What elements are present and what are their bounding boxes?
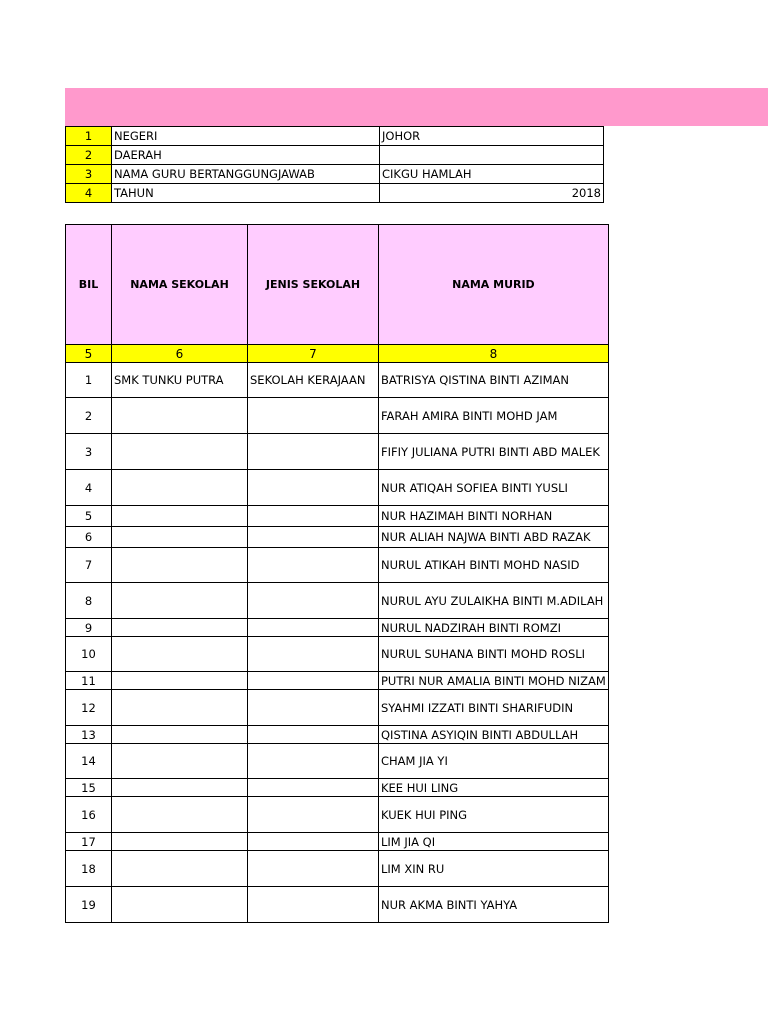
row-nama-murid: FARAH AMIRA BINTI MOHD JAM bbox=[379, 398, 609, 434]
row-bil: 3 bbox=[66, 434, 112, 470]
table-row bbox=[66, 434, 609, 470]
table-row bbox=[66, 583, 609, 619]
row-jenis-sekolah bbox=[248, 398, 379, 434]
row-nama-murid: KUEK HUI PING bbox=[379, 797, 609, 833]
header-nama-sekolah: NAMA SEKOLAH bbox=[112, 225, 248, 345]
row-jenis-sekolah bbox=[248, 744, 379, 779]
row-nama-sekolah bbox=[112, 583, 248, 619]
row-nama-sekolah bbox=[112, 851, 248, 887]
info-label: DAERAH bbox=[112, 146, 380, 165]
info-number: 4 bbox=[66, 184, 112, 203]
table-row bbox=[66, 548, 609, 583]
info-number: 1 bbox=[66, 127, 112, 146]
row-bil: 16 bbox=[66, 797, 112, 833]
row-jenis-sekolah bbox=[248, 548, 379, 583]
row-bil: 2 bbox=[66, 398, 112, 434]
row-bil: 19 bbox=[66, 887, 112, 923]
row-nama-sekolah bbox=[112, 744, 248, 779]
column-index-cell: 8 bbox=[379, 345, 609, 363]
row-nama-murid: KEE HUI LING bbox=[379, 779, 609, 797]
row-nama-murid: NURUL ATIKAH BINTI MOHD NASID bbox=[379, 548, 609, 583]
row-jenis-sekolah bbox=[248, 470, 379, 506]
info-label: TAHUN bbox=[112, 184, 380, 203]
row-bil: 4 bbox=[66, 470, 112, 506]
row-jenis-sekolah bbox=[248, 726, 379, 744]
table-row bbox=[66, 779, 609, 797]
table-row bbox=[66, 797, 609, 833]
info-label: NAMA GURU BERTANGGUNGJAWAB bbox=[112, 165, 380, 184]
row-nama-murid: CHAM JIA YI bbox=[379, 744, 609, 779]
table-row bbox=[66, 527, 609, 548]
row-nama-sekolah bbox=[112, 690, 248, 726]
row-jenis-sekolah bbox=[248, 619, 379, 637]
row-nama-murid: NUR ATIQAH SOFIEA BINTI YUSLI bbox=[379, 470, 609, 506]
table-row bbox=[66, 398, 609, 434]
row-nama-sekolah bbox=[112, 434, 248, 470]
row-nama-murid: NURUL SUHANA BINTI MOHD ROSLI bbox=[379, 637, 609, 672]
row-bil: 13 bbox=[66, 726, 112, 744]
row-jenis-sekolah: SEKOLAH KERAJAAN bbox=[248, 363, 379, 398]
info-label: NEGERI bbox=[112, 127, 380, 146]
row-jenis-sekolah bbox=[248, 434, 379, 470]
row-bil: 6 bbox=[66, 527, 112, 548]
row-nama-murid: LIM JIA QI bbox=[379, 833, 609, 851]
column-index-cell: 5 bbox=[66, 345, 112, 363]
row-nama-sekolah bbox=[112, 470, 248, 506]
row-bil: 11 bbox=[66, 672, 112, 690]
row-bil: 15 bbox=[66, 779, 112, 797]
row-bil: 10 bbox=[66, 637, 112, 672]
row-jenis-sekolah bbox=[248, 833, 379, 851]
row-jenis-sekolah bbox=[248, 779, 379, 797]
table-row bbox=[66, 851, 609, 887]
row-bil: 18 bbox=[66, 851, 112, 887]
title-banner bbox=[65, 88, 768, 126]
info-row bbox=[66, 127, 604, 146]
row-nama-sekolah bbox=[112, 726, 248, 744]
table-row bbox=[66, 637, 609, 672]
row-nama-sekolah bbox=[112, 637, 248, 672]
info-row bbox=[66, 146, 604, 165]
row-jenis-sekolah bbox=[248, 583, 379, 619]
header-bil: BIL bbox=[66, 225, 112, 345]
row-bil: 1 bbox=[66, 363, 112, 398]
row-nama-sekolah bbox=[112, 797, 248, 833]
row-nama-murid: FIFIY JULIANA PUTRI BINTI ABD MALEK bbox=[379, 434, 609, 470]
info-value bbox=[380, 146, 604, 165]
row-jenis-sekolah bbox=[248, 637, 379, 672]
table-row bbox=[66, 506, 609, 527]
row-nama-sekolah bbox=[112, 672, 248, 690]
table-row bbox=[66, 672, 609, 690]
table-row bbox=[66, 833, 609, 851]
row-nama-sekolah bbox=[112, 779, 248, 797]
column-index-cell: 7 bbox=[248, 345, 379, 363]
info-row bbox=[66, 184, 604, 203]
row-bil: 9 bbox=[66, 619, 112, 637]
info-number: 3 bbox=[66, 165, 112, 184]
table-row bbox=[66, 887, 609, 923]
row-jenis-sekolah bbox=[248, 527, 379, 548]
table-row bbox=[66, 726, 609, 744]
row-nama-sekolah bbox=[112, 619, 248, 637]
row-jenis-sekolah bbox=[248, 672, 379, 690]
info-value: JOHOR bbox=[380, 127, 604, 146]
row-nama-sekolah bbox=[112, 506, 248, 527]
row-nama-murid: NUR AKMA BINTI YAHYA bbox=[379, 887, 609, 923]
table-row bbox=[66, 744, 609, 779]
row-jenis-sekolah bbox=[248, 797, 379, 833]
row-nama-murid: BATRISYA QISTINA BINTI AZIMAN bbox=[379, 363, 609, 398]
column-index-cell: 6 bbox=[112, 345, 248, 363]
row-nama-sekolah bbox=[112, 833, 248, 851]
row-nama-sekolah: SMK TUNKU PUTRA bbox=[112, 363, 248, 398]
row-bil: 5 bbox=[66, 506, 112, 527]
info-value: CIKGU HAMLAH bbox=[380, 165, 604, 184]
row-bil: 14 bbox=[66, 744, 112, 779]
column-index-row bbox=[66, 345, 609, 363]
row-bil: 8 bbox=[66, 583, 112, 619]
row-nama-murid: NUR HAZIMAH BINTI NORHAN bbox=[379, 506, 609, 527]
row-jenis-sekolah bbox=[248, 851, 379, 887]
row-nama-murid: PUTRI NUR AMALIA BINTI MOHD NIZAM bbox=[379, 672, 609, 690]
row-nama-murid: NURUL AYU ZULAIKHA BINTI M.ADILAH bbox=[379, 583, 609, 619]
table-row bbox=[66, 363, 609, 398]
row-nama-murid: NURUL NADZIRAH BINTI ROMZI bbox=[379, 619, 609, 637]
row-bil: 17 bbox=[66, 833, 112, 851]
row-nama-sekolah bbox=[112, 398, 248, 434]
row-bil: 7 bbox=[66, 548, 112, 583]
info-value: 2018 bbox=[380, 184, 604, 203]
row-nama-sekolah bbox=[112, 887, 248, 923]
table-row bbox=[66, 619, 609, 637]
student-table bbox=[65, 224, 609, 923]
row-jenis-sekolah bbox=[248, 506, 379, 527]
row-nama-murid: LIM XIN RU bbox=[379, 851, 609, 887]
header-row bbox=[66, 225, 609, 345]
table-row bbox=[66, 470, 609, 506]
header-nama-murid: NAMA MURID bbox=[379, 225, 609, 345]
row-nama-sekolah bbox=[112, 527, 248, 548]
table-row bbox=[66, 690, 609, 726]
row-nama-murid: QISTINA ASYIQIN BINTI ABDULLAH bbox=[379, 726, 609, 744]
info-number: 2 bbox=[66, 146, 112, 165]
row-bil: 12 bbox=[66, 690, 112, 726]
row-jenis-sekolah bbox=[248, 887, 379, 923]
info-row bbox=[66, 165, 604, 184]
row-jenis-sekolah bbox=[248, 690, 379, 726]
info-table bbox=[65, 126, 604, 203]
header-jenis-sekolah: JENIS SEKOLAH bbox=[248, 225, 379, 345]
row-nama-sekolah bbox=[112, 548, 248, 583]
row-nama-murid: SYAHMI IZZATI BINTI SHARIFUDIN bbox=[379, 690, 609, 726]
row-nama-murid: NUR ALIAH NAJWA BINTI ABD RAZAK bbox=[379, 527, 609, 548]
